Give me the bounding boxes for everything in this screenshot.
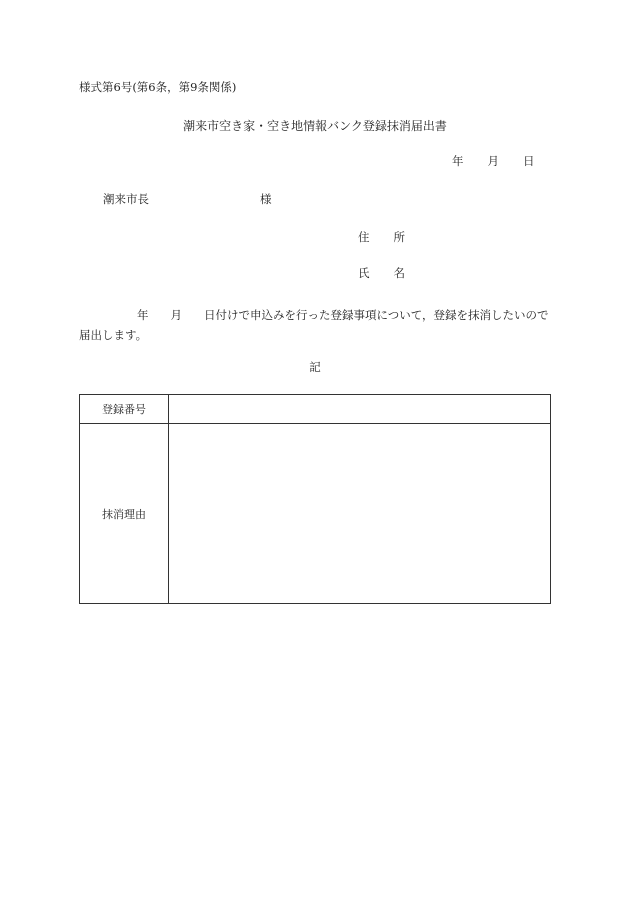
address-label-part1: 住	[358, 230, 370, 244]
addressee-name: 潮来市長	[103, 192, 149, 206]
date-year: 年	[452, 154, 464, 168]
name-label-part1: 氏	[358, 266, 370, 280]
address-label-part2: 所	[393, 230, 405, 244]
date-month: 月	[487, 154, 499, 168]
applicant-name-label	[358, 268, 405, 280]
reason-field[interactable]	[169, 424, 551, 604]
body-paragraph	[79, 305, 551, 345]
record-table	[79, 394, 551, 604]
body-year: 年	[137, 308, 149, 322]
name-label-part2: 名	[393, 266, 405, 280]
date-line	[452, 156, 535, 168]
ki-heading: 記	[309, 360, 321, 374]
document-title: 潮来市空き家・空き地情報バンク登録抹消届出書	[183, 119, 447, 133]
addressee-line	[103, 194, 272, 206]
registration-number-label: 登録番号	[80, 395, 169, 424]
addressee-honorific: 様	[260, 192, 272, 206]
registration-number-field[interactable]	[169, 395, 551, 424]
date-day: 日	[523, 154, 535, 168]
form-number: 様式第6号(第6条，第9条関係)	[79, 80, 237, 94]
body-text: 日付けで申込みを行った登録事項について，登録を抹消したいので届出します。	[79, 308, 549, 342]
body-month: 月	[170, 308, 182, 322]
table-row-reason	[80, 424, 551, 604]
table-row-registration-number	[80, 395, 551, 424]
applicant-address-label	[358, 232, 405, 244]
reason-label: 抹消理由	[80, 424, 169, 604]
